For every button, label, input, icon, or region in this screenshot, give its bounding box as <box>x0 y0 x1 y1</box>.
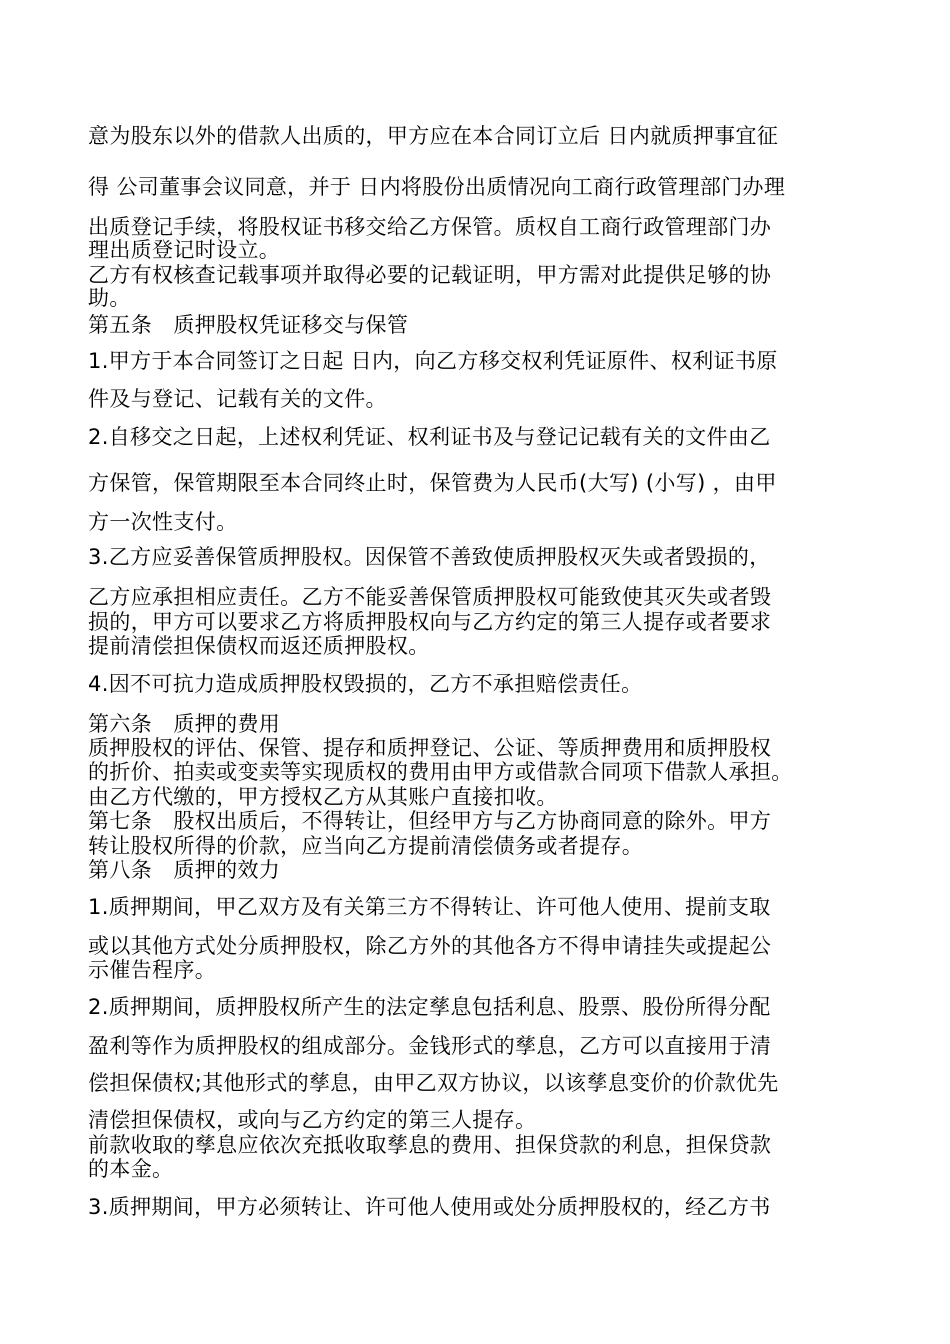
section-heading: 第五条 质押股权凭证移交与保管 <box>88 313 409 337</box>
text-line: 偿担保债权;其他形式的孳息，由甲乙双方协议，以该孳息变价的价款优先 <box>88 1071 779 1095</box>
text-line: 件及与登记、记载有关的文件。 <box>88 387 387 411</box>
text-line: 示催告程序。 <box>88 958 217 982</box>
text-line: 4.因不可抗力造成质押股权毁损的，乙方不承担赔偿责任。 <box>88 672 643 696</box>
text-line: 转让股权所得的价款，应当向乙方提前清偿债务或者提存。 <box>88 834 644 858</box>
text-line: 得 公司董事会议同意，并于 日内将股份出质情况向工商行政管理部门办理 <box>88 175 786 199</box>
text-line: 或以其他方式处分质押股权，除乙方外的其他各方不得申请挂失或提起公 <box>88 934 772 958</box>
text-line: 助。 <box>88 286 131 310</box>
text-line: 1.质押期间，甲乙双方及有关第三方不得转让、许可他人使用、提前支取 <box>88 895 771 919</box>
text-line: 2.质押期间，质押股权所产生的法定孳息包括利息、股票、股份所得分配 <box>88 995 771 1019</box>
text-line: 方保管，保管期限至本合同终止时，保管费为人民币(大写) (小写) ，由甲 <box>88 471 777 495</box>
text-line: 乙方应承担相应责任。乙方不能妥善保管质押股权可能致使其灭失或者毁 <box>88 585 772 609</box>
text-line: 的本金。 <box>88 1157 174 1181</box>
section-heading: 第六条 质押的费用 <box>88 712 281 736</box>
text-line: 损的，甲方可以要求乙方将质押股权向与乙方约定的第三人提存或者要求 <box>88 610 772 634</box>
text-line: 1.甲方于本合同签订之日起 日内，向乙方移交权利凭证原件、权利证书原 <box>88 349 778 373</box>
text-line: 出质登记手续，将股权证书移交给乙方保管。质权自工商行政管理部门办 <box>88 215 772 239</box>
text-line: 的折价、拍卖或变卖等实现质权的费用由甲方或借款合同项下借款人承担。 <box>88 760 793 784</box>
text-line: 前款收取的孳息应依次充抵收取孳息的费用、担保贷款的利息，担保贷款 <box>88 1133 772 1157</box>
text-line: 方一次性支付。 <box>88 510 238 534</box>
text-line: 3.质押期间，甲方必须转让、许可他人使用或处分质押股权的，经乙方书 <box>88 1195 771 1219</box>
section-heading: 第七条 股权出质后，不得转让，但经甲方与乙方协商同意的除外。甲方 <box>88 809 772 833</box>
section-heading: 第八条 质押的效力 <box>88 858 281 882</box>
text-line: 3.乙方应妥善保管质押股权。因保管不善致使质押股权灭失或者毁损的， <box>88 545 771 569</box>
text-line: 盈利等作为质押股权的组成部分。金钱形式的孳息，乙方可以直接用于清 <box>88 1034 772 1058</box>
text-line: 意为股东以外的借款人出质的，甲方应在本合同订立后 日内就质押事宜征 <box>88 124 779 148</box>
text-line: 提前清偿担保债权而返还质押股权。 <box>88 634 430 658</box>
text-line: 乙方有权核查记载事项并取得必要的记载证明，甲方需对此提供足够的协 <box>88 263 772 287</box>
text-line: 2.自移交之日起，上述权利凭证、权利证书及与登记记载有关的文件由乙 <box>88 425 771 449</box>
text-line: 清偿担保债权，或向与乙方约定的第三人提存。 <box>88 1108 537 1132</box>
text-line: 质押股权的评估、保管、提存和质押登记、公证、等质押费用和质押股权 <box>88 736 772 760</box>
text-line: 理出质登记时设立。 <box>88 238 281 262</box>
text-line: 由乙方代缴的，甲方授权乙方从其账户直接扣收。 <box>88 785 558 809</box>
